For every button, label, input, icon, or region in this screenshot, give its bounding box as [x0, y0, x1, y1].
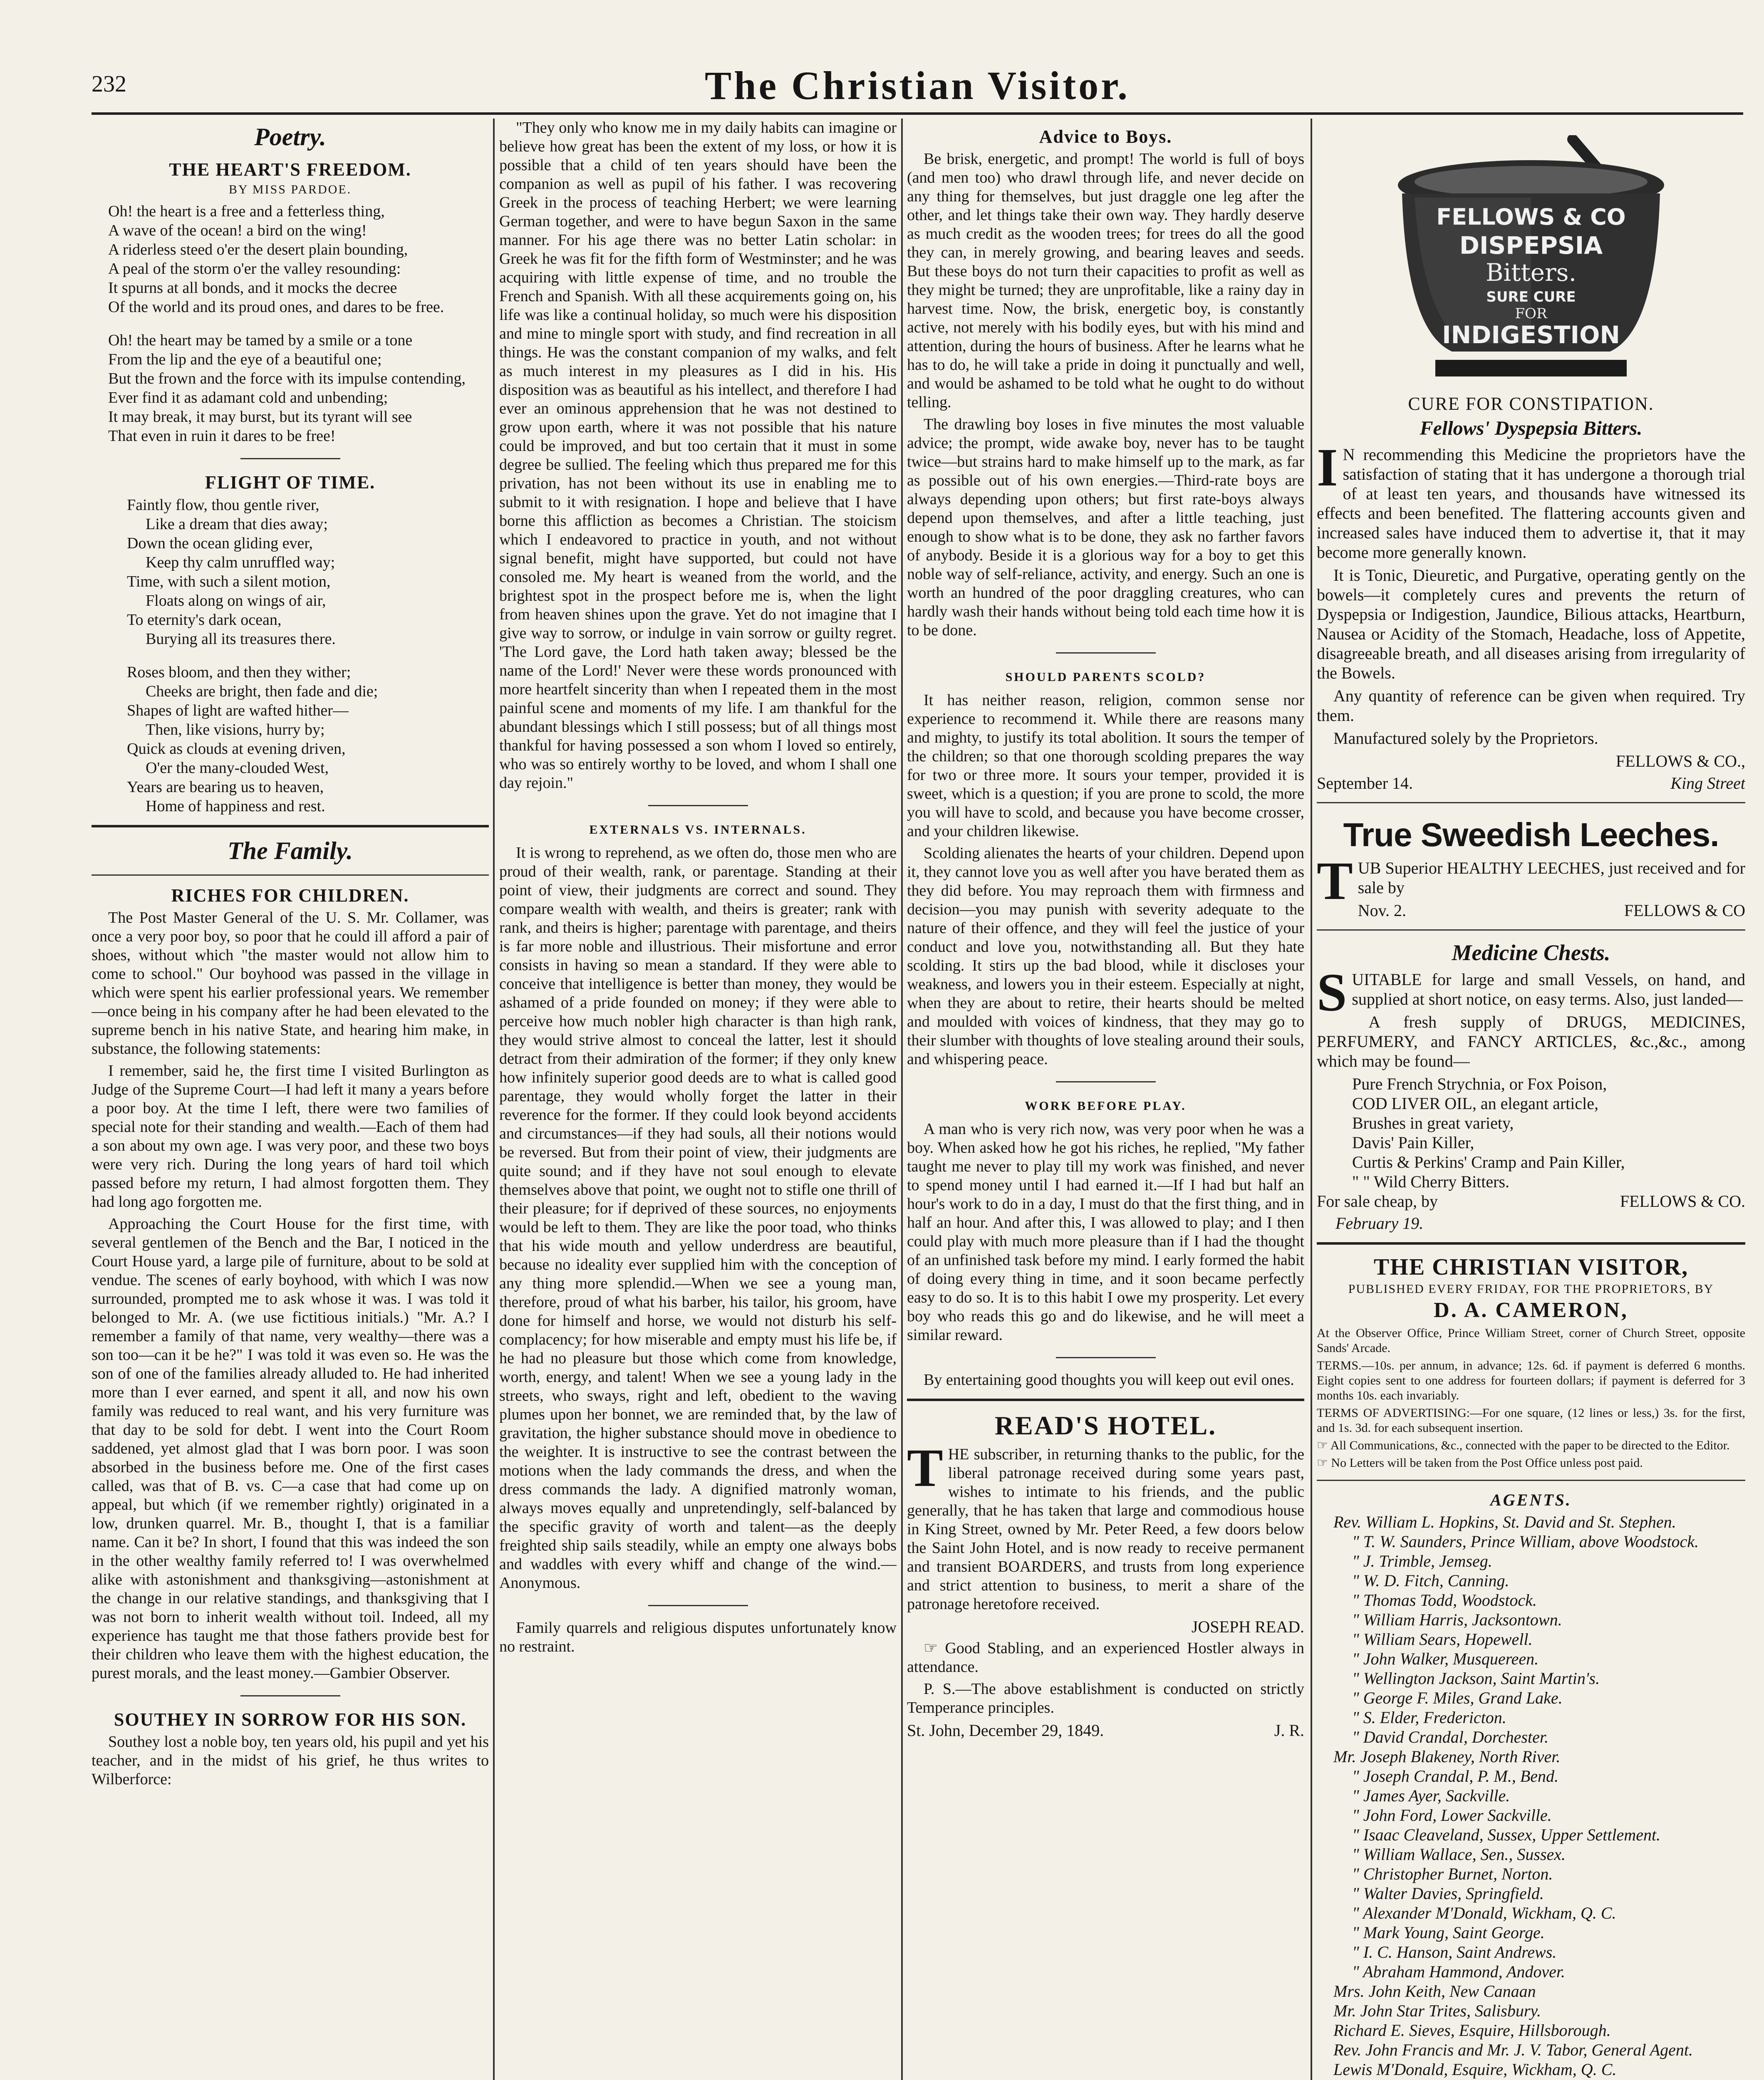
- agent-entry: Mr. John Star Trites, Salisbury.: [1333, 2001, 1541, 2020]
- agent-entry: Mr. Joseph Blakeney, North River.: [1333, 1747, 1561, 1766]
- divider: [1317, 1242, 1745, 1245]
- verse-line: Then, like visions, hurry by;: [146, 721, 325, 738]
- agent-entry: " S. Elder, Fredericton.: [1352, 1708, 1506, 1727]
- letters-notice: ☞ No Letters will be taken from the Post Office unless post paid.: [1317, 1456, 1643, 1470]
- divider: [1056, 1081, 1156, 1082]
- ad-list-item: Pure French Strychnia, or Fox Poison,: [1352, 1075, 1607, 1093]
- ad-list-item: COD LIVER OIL, an elegant article,: [1352, 1094, 1599, 1113]
- ad-title: Medicine Chests.: [1452, 940, 1610, 965]
- divider: [240, 458, 340, 459]
- communications-notice: ☞ All Communications, &c., connected with the paper to be directed to the Editor.: [1317, 1439, 1730, 1452]
- agent-entry: " Wellington Jackson, Saint Martin's.: [1352, 1669, 1600, 1688]
- ad-dateline: For sale cheap, by FELLOWS & CO.: [1317, 1192, 1745, 1211]
- ad-signature: FELLOWS & CO.,: [1615, 752, 1745, 770]
- verse-line: A peal of the storm o'er the valley resounding:: [108, 260, 401, 277]
- svg-text:INDIGESTION: INDIGESTION: [1442, 321, 1620, 349]
- column-4: [1317, 119, 1745, 2080]
- article-title: SOUTHEY IN SORROW FOR HIS SON.: [114, 1709, 467, 1730]
- pointing-hand-icon: ☞: [1317, 1439, 1330, 1452]
- divider: [1317, 802, 1745, 803]
- divider: [240, 1695, 340, 1696]
- agent-entry: " William Harris, Jacksontown.: [1352, 1610, 1562, 1629]
- agent-entry: Rev. John Francis and Mr. J. V. Tabor, General Agent.: [1333, 2040, 1693, 2059]
- poem-title: FLIGHT OF TIME.: [205, 472, 376, 493]
- verse-line: Floats along on wings of air,: [146, 592, 326, 609]
- masthead: [92, 62, 1743, 115]
- column-1: [92, 119, 489, 2080]
- ad-paragraph: P. S.—The above establishment is conducted on strictly Temperance principles.: [907, 1680, 1304, 1716]
- article-paragraph: Approaching the Court House for the first time, with several gentlemen of the Bench and the Bar, I noticed in the Court House yard, a large pile of furniture, about to be sold at vendue. The scenes of early boyhood, with which I was now surrounded, prompted me to ask whose it was. I was told it belonged to Mr. A. (we use fictitious initials.) "Mr. A.? I remember a family of that name, very wealthy—there was a son too—can it be he?" I was told it was even so. He was the son of one of the families already alluded to. He had inherited more than I ever earned, and spent it all, and now his own family was reduced to real want, and his very furniture was that day to be sold for debt. I went into the Court Room saddened, yet almost glad that I was born poor. I was soon absorbed in the business before me. One of the first cases called, was that of B. vs. C—a case that had come up on appeal, but which (if we remember rightly) originated in a low, drunken quarrel. Mr. B., thought I, that is a familiar name. Can it be? In short, I found that this was indeed the son in the other wealthy family referred to! I was overwhelmed alike with astonishment and thanksgiving—astonishment at the change in our relative standings, and thanksgiving that I was not born to inherit wealth without toil. Indeed, all my experience has taught me that those fathers provide best for their children who leave them with the highest education, the purest morals, and the least money.—Gambier Observer.: [92, 1215, 489, 1682]
- verse-line: O'er the many-clouded West,: [146, 759, 329, 777]
- ad-title: Fellows' Dyspepsia Bitters.: [1420, 417, 1643, 439]
- divider: [1317, 929, 1745, 931]
- article-title: SHOULD PARENTS SCOLD?: [1005, 670, 1206, 684]
- ad-paragraph: THE subscriber, in returning thanks to the public, for the liberal patronage received during some years past, wishes to intimate to his friends, and the public generally, that he has taken that large and commodious house in King Street, owned by Mr. Peter Reed, a few doors below the Saint John Hotel, and is now ready to receive permanent and transient BOARDERS, and trusts from long experience and strict attention to business, to merit a share of the patronage heretofore received.: [907, 1438, 1304, 1613]
- ad-list-item: Curtis & Perkins' Cramp and Pain Killer,: [1352, 1153, 1625, 1171]
- ad-list-item: Brushes in great variety,: [1352, 1114, 1514, 1132]
- ad-list-item: " " Wild Cherry Bitters.: [1352, 1172, 1510, 1191]
- agent-entry: " Alexander M'Donald, Wickham, Q. C.: [1352, 1904, 1616, 1922]
- verse-line: Cheeks are bright, then fade and die;: [146, 683, 378, 700]
- verse-line: Burying all its treasures there.: [146, 630, 336, 648]
- ad-paragraph: ☞ Good Stabling, and an experienced Hostler always in attendance.: [907, 1639, 1304, 1676]
- verse-line: That even in ruin it dares to be free!: [108, 427, 336, 445]
- column-2: [499, 119, 897, 2080]
- svg-text:DISPEPSIA: DISPEPSIA: [1459, 231, 1603, 260]
- agent-entry: Richard E. Sieves, Esquire, Hillsborough.: [1333, 2021, 1611, 2040]
- newspaper-title: The Christian Visitor.: [705, 63, 1130, 108]
- article-paragraph: A man who is very rich now, was very poor when he was a boy. When asked how he got his riches, he replied, "My father taught me never to play till my work was finished, and never to spend money until I had earned it.—If I had but half an hour's work to do in a day, I must do that the first thing, and in half an hour. And after this, I was allowed to play; and I then could play with much more pleasure than if I had the thought of an unfinished task before my mind. I early formed the habit of doing every thing in time, and it soon became perfectly easy to do so. It is to this habit I owe my prosperity. Let every boy who reads this go and do likewise, and he will meet a similar reward.: [907, 1120, 1304, 1344]
- publisher-office: At the Observer Office, Prince William Street, corner of Church Street, opposite Sands' Arcade.: [1317, 1326, 1745, 1355]
- agent-entry: " W. D. Fitch, Canning.: [1352, 1571, 1509, 1590]
- ad-date: February 19.: [1335, 1214, 1424, 1233]
- agent-entry: " James Ayer, Sackville.: [1352, 1786, 1510, 1805]
- column-rule: [901, 119, 903, 2080]
- column-rule: [493, 119, 495, 2080]
- agent-entry: Mrs. John Keith, New Canaan: [1333, 1982, 1536, 2001]
- verse-line: Roses bloom, and then they wither;: [127, 664, 351, 681]
- divider: [907, 1399, 1304, 1401]
- article-paragraph: It has neither reason, religion, common sense nor experience to recommend it. While there are reasons many and mighty, to justify its total abolition. It sours the temper of the children; so that one thorough scolding prepares the way for two or three more. It sours your temper, provided it is sweet, which is a question; if you are prone to scold, the more you will have to scold, and because you have become crosser, and your children likewise.: [907, 691, 1304, 840]
- verse-line: From the lip and the eye of a beautiful one;: [108, 351, 382, 368]
- article-paragraph: The Post Master General of the U. S. Mr. Collamer, was once a very poor boy, so poor that he could ill afford a pair of shoes, without which "the master would not allow him to come to school." Our boyhood was passed in the village in which were spent his earlier professional years. We remember—once being in his company after he had been elevated to the supreme bench in his native State, and hearing him make, in substance, the following statements:: [92, 909, 489, 1057]
- drop-cap: T: [1317, 851, 1353, 911]
- divider: [92, 874, 489, 876]
- poem-body: [92, 495, 489, 816]
- agent-entry: Lewis M'Donald, Esquire, Wickham, Q. C.: [1333, 2060, 1617, 2079]
- ad-signature: JOSEPH READ.: [1191, 1617, 1304, 1636]
- divider: [1056, 1357, 1156, 1358]
- pointing-hand-icon: ☞: [1317, 1456, 1331, 1470]
- ad-paragraph: Manufactured solely by the Proprietors.: [1333, 729, 1598, 748]
- poetry-section-heading: Poetry.: [254, 123, 326, 151]
- svg-text:FELLOWS & CO: FELLOWS & CO: [1436, 204, 1626, 230]
- agent-entry: " William Sears, Hopewell.: [1352, 1630, 1533, 1649]
- article-paragraph: Southey lost a noble boy, ten years old, his pupil and yet his teacher, and in the midst of his grief, he thus writes to Wilberforce:: [92, 1733, 489, 1788]
- verse-line: It spurns at all bonds, and it mocks the decree: [108, 279, 397, 297]
- publisher-terms: TERMS.—10s. per annum, in advance; 12s. 6d. if payment is deferred 6 months. Eight copies sent to one address for fourteen dollars; if payment is deferred for 3 months 10s. each invariably.: [1317, 1359, 1745, 1402]
- ad-title: True Sweedish Leeches.: [1343, 816, 1719, 853]
- verse-line: Faintly flow, thou gentle river,: [127, 496, 320, 514]
- publisher-notice-title: THE CHRISTIAN VISITOR,: [1373, 1254, 1689, 1280]
- agent-entry: " Isaac Cleaveland, Sussex, Upper Settlement.: [1352, 1825, 1661, 1844]
- drop-cap: I: [1317, 438, 1338, 498]
- agent-entry: " George F. Miles, Grand Lake.: [1352, 1689, 1563, 1707]
- agent-entry: " I. C. Hanson, Saint Andrews.: [1352, 1943, 1557, 1961]
- article-title: RICHES FOR CHILDREN.: [171, 885, 409, 906]
- ad-paragraph: SUITABLE for large and small Vessels, on hand, and supplied at short notice, on easy terms. Also, just landed—: [1317, 963, 1745, 1023]
- agent-entry: " Joseph Crandal, P. M., Bend.: [1352, 1767, 1559, 1785]
- ad-dateline: September 14. King Street: [1317, 774, 1745, 792]
- article-title: EXTERNALS VS. INTERNALS.: [589, 823, 807, 837]
- article-paragraph: Scolding alienates the hearts of your children. Depend upon it, they cannot love you as well after you have berated them as they did before. You may reproach them with firmness and decision—you may punish with severity adequate to the nature of their offence, and they will feel the justice of your conduct and love you, notwithstanding all. But they hate scolding. It stirs up the bad blood, while it discloses your weakness, and lowers you in their esteem. Especially at night, when they are about to retire, their hearts should be melted and moulded with voices of kindness, that they may go to their slumber with thoughts of love stealing around their souls, and whispering peace.: [907, 844, 1304, 1068]
- verse-line: A wave of the ocean! a bird on the wing!: [108, 222, 367, 239]
- verse-line: Oh! the heart is a free and a fetterless thing,: [108, 203, 385, 220]
- verse-line: Down the ocean gliding ever,: [127, 535, 313, 552]
- family-section-heading: The Family.: [227, 837, 353, 864]
- verse-line: Like a dream that dies away;: [146, 515, 328, 533]
- agent-entry: " Christopher Burnet, Norton.: [1352, 1865, 1553, 1883]
- publisher-name: D. A. CAMERON,: [1434, 1298, 1628, 1322]
- verse-line: Keep thy calm unruffled way;: [146, 554, 335, 571]
- agent-entry: " Abraham Hammond, Andover.: [1352, 1962, 1565, 1981]
- agent-entry: " John Walker, Musquereen.: [1352, 1649, 1539, 1668]
- pointing-hand-icon: ☞: [924, 1639, 945, 1657]
- advertising-terms: TERMS OF ADVERTISING:—For one square, (12 lines or less,) 3s. for the first, and 1s. 3d. for each subsequent insertion.: [1317, 1406, 1745, 1435]
- agent-entry: Rev. William L. Hopkins, St. David and St. Stephen.: [1333, 1513, 1676, 1531]
- ad-dateline: St. John, December 29, 1849. J. R.: [907, 1721, 1304, 1740]
- page-number: 232: [92, 71, 126, 97]
- verse-line: Oh! the heart may be tamed by a smile or a tone: [108, 332, 413, 349]
- maxim: By entertaining good thoughts you will keep out evil ones.: [924, 1371, 1294, 1389]
- drop-cap: S: [1317, 963, 1347, 1023]
- svg-text:Bitters.: Bitters.: [1485, 258, 1577, 287]
- svg-text:FOR: FOR: [1515, 305, 1547, 322]
- ad-dateline: Nov. 2. FELLOWS & CO: [1358, 901, 1745, 920]
- divider: [648, 805, 748, 806]
- article-paragraph: I remember, said he, the first time I visited Burlington as Judge of the Supreme Court—I had left it many a years before a poor boy. At the time I left, there were two families of special note for their standing and wealth.—Each of them had a son about my own age. I was very poor, and these two boys were very rich. During the long years of hard toil which passed before my return, I had almost forgotten them. They had long ago forgotten me.: [92, 1062, 489, 1211]
- article-paragraph: The drawling boy loses in five minutes the most valuable advice; the prompt, wide awake boy, never has to be taught twice—but strains hard to make himself up to the mark, as far as possible out of his own energies.—Third-rate boys are always depending upon others; but first rate-boys always depend upon themselves, and after a little teaching, just enough to show what is to be done, they ask no farther favors of anybody. Beside it is a glorious way for a boy to get this noble way of self-reliance, activity, and energy. Such an one is worth an hundred of the poor draggling creatures, who can hardly wash their hands without being told each time how it is to be done.: [907, 416, 1304, 639]
- article-paragraph: It is wrong to reprehend, as we often do, those men who are proud of their wealth, rank, or parentage. Standing at their point of view, their judgments are correct and sound. They compare wealth with wealth, and theirs is greater; rank with rank, and theirs is higher; parentage with parentage, and theirs is far more noble and illustrious. Their misfortune and error consists in having so mean a standard. If they were able to conceive that intelligence is better than money, they would be ashamed of a pride founded on money; if they were able to perceive how much nobler high character is than high rank, they would strive almost to conceal the latter, lest it should detract from their admiration of the former; if they only knew how infinitely superior good deeds are to what is called good parentage, they would wholly forget the latter in their reverence for the former. If they could look beyond accidents and circumstances—if they had souls, all their notions would be reversed. But from their point of view, their judgments are quite sound; and if they have not soul enough to elevate themselves above that point, we ought not to stifle one thrill of their pleasure; for if deprived of these sources, no enjoyments would be left to them. They are like the poor toad, who thinks that his wide mouth and yellow underdress are beautiful, because no ideality ever supplied him with the conception of any thing more splendid.—When we see a young man, therefore, proud of what his barber, his tailor, his groom, have done for himself and horse, we would not disturb his self-complacency; for how miserable and empty must his life be, if he had no pleasure but those which come from knowledge, worth, energy, and talent! When we see a young lady in the streets, who sways, right and left, obedient to the waving plumes upon her bonnet, we are reminded that, by the law of gravitation, the higher substance should move in obedience to the weighter. It is instructive to see the contrast between the motions when the lady commands the dress, and when the dress commands the lady. A dignified matronly woman, always moves equally and unpretendingly, self-balanced by the specific gravity of worth and talent—as the deeply freighted ship sails steadily, while an empty one always bobs and waddles with every whiff and change of the wind.—Anonymous.: [499, 844, 897, 1592]
- verse-line: To eternity's dark ocean,: [127, 611, 282, 629]
- verse-line: Quick as clouds at evening driven,: [127, 740, 346, 758]
- ad-paragraph: A fresh supply of DRUGS, MEDICINES, PERFUMERY, and FANCY ARTICLES, &c.,&c., among which may be found—: [1317, 1013, 1745, 1070]
- verse-line: Home of happiness and rest.: [146, 797, 325, 815]
- agent-entry: " Thomas Todd, Woodstock.: [1352, 1591, 1537, 1610]
- article-title: WORK BEFORE PLAY.: [1025, 1099, 1187, 1113]
- publisher-notice-subtitle: PUBLISHED EVERY FRIDAY, FOR THE PROPRIETORS, BY: [1348, 1282, 1714, 1296]
- agents-list: [1317, 1512, 1745, 2080]
- article-paragraph: "They only who know me in my daily habits can imagine or believe how great has been the extent of my loss, or how it is possible that a child of ten years should have been the companion as well as pupil of his father. I was recovering Greek in the process of teaching Herbert; we were learning German together, and were to have begun Saxon in the same manner. For his age there was no better Latin scholar: in Greek he was fit for the fifth form of Westminster; and he was acquiring with little expense of time, and no trouble the French and Spanish. With all these acquirements going on, his life was like a continual holiday, so much were his disposition and mine to mingle sport with study, and find recreation in all things. He was the constant companion of my walks, and felt as much interest in my pleasures as I did in his. His disposition was as beautiful as his intellect, and therefore I had ever an ominous apprehension that he was not destined to grow upon earth, where it was not possible that his nature could be improved, and but too certain that it must in some degree be sullied. The feeling which thus prepared me for this privation, has not been without its use in enabling me to submit to it with resignation. I hope and believe that I have borne this affliction as becomes a Christian. The stoicism which I endeavored to practice in youth, and not without signal benefit, might have supported, but could not have consoled me. My heart is weaned from the world, and the brightest spot in the prospect before me is, when the light from heaven shines upon the grave. Yet do not imagine that I give way to sorrow, or indulge in vain sorrow or guilty regret. 'The Lord gave, the Lord hath taken away; blessed be the name of the Lord!' Never were these words pronounced with more heartfelt sincerity than when I repeated them in the most painful scene and moments of my life. I am thankful for the abundant blessings which I still possess; but of all things most thankful for having possessed a son whom I loved so entirely, who was so entirely worthy to be loved, and whom I shall one day rejoin.": [499, 119, 897, 792]
- verse-line: Years are bearing us to heaven,: [127, 778, 324, 796]
- agent-entry: " William Wallace, Sen., Sussex.: [1352, 1845, 1566, 1864]
- poem-title: THE HEART'S FREEDOM.: [169, 159, 411, 180]
- verse-line: A riderless steed o'er the desert plain bounding,: [108, 241, 408, 258]
- ad-paragraph: It is Tonic, Dieuretic, and Purgative, operating gently on the bowels—it completely cures and prevents the return of Dyspepsia or Indigestion, Jaundice, Bilious attacks, Heartburn, Nausea or Acidity of the Stomach, Headache, loss of Appetite, disagreeable breath, and all diseases arising from irregularity of the Bowels.: [1317, 566, 1745, 682]
- divider: [1056, 652, 1156, 654]
- agent-entry: " T. W. Saunders, Prince William, above Woodstock.: [1352, 1532, 1699, 1551]
- ad-paragraph: Any quantity of reference can be given when required. Try them.: [1317, 686, 1745, 725]
- divider: [1317, 1480, 1745, 1481]
- verse-line: Time, with such a silent motion,: [127, 573, 331, 590]
- article-paragraph: Be brisk, energetic, and prompt! The world is full of boys (and men too) who drawl through life, and never decide on any thing for themselves, but just draggle one leg after the other, and let things take their own way. They hardly deserve as much credit as the wooden trees; for trees do all the good they can, in merely growing, and bearing leaves and seeds. But these boys do not turn their capacities to profit as well as they might be turned; they are unprofitable, like a rainy day in harvest time. Now, the brisk, energetic boy, is constantly active, not merely with his bodily eyes, but with his mind and attention, during the hours of business. After he learns what he has to do, he will take a pride in doing it punctually and well, and would be ashamed to be told what he ought to do without telling.: [907, 150, 1304, 411]
- verse-line: It may break, it may burst, but its tyrant will see: [108, 408, 412, 426]
- agents-heading: AGENTS.: [1490, 1491, 1572, 1509]
- column-rule: [1311, 119, 1312, 2080]
- agent-entry: " David Crandal, Dorchester.: [1352, 1728, 1548, 1746]
- ad-title: READ'S HOTEL.: [994, 1411, 1217, 1440]
- verse-line: Of the world and its proud ones, and dares to be free.: [108, 298, 444, 316]
- closing-remark: Family quarrels and religious disputes unfortunately know no restraint.: [499, 1619, 897, 1655]
- divider: [648, 1605, 748, 1606]
- agent-entry: " Mark Young, Saint George.: [1352, 1923, 1545, 1942]
- ad-paragraph: TUB Superior HEALTHY LEECHES, just received and for sale by: [1317, 851, 1745, 911]
- ad-caption: CURE FOR CONSTIPATION.: [1408, 394, 1654, 414]
- agent-entry: " Walter Davies, Springfield.: [1352, 1884, 1544, 1903]
- divider: [92, 825, 489, 827]
- verse-line: But the frown and the force with its impulse contending,: [108, 370, 466, 387]
- verse-line: Shapes of light are wafted hither—: [127, 702, 349, 719]
- svg-text:SURE CURE: SURE CURE: [1486, 289, 1576, 305]
- poem-byline: BY MISS PARDOE.: [228, 183, 352, 196]
- verse-line: Ever find it as adamant cold and unbending;: [108, 389, 388, 406]
- agent-entry: " J. Trimble, Jemseg.: [1352, 1552, 1492, 1570]
- article-title: Advice to Boys.: [1039, 126, 1172, 147]
- poem-body: [92, 202, 489, 446]
- agent-entry: " John Ford, Lower Sackville.: [1352, 1806, 1552, 1825]
- drop-cap: T: [907, 1438, 943, 1498]
- column-3: [907, 119, 1304, 2080]
- mortar-and-pestle-illustration: [1390, 135, 1672, 385]
- ad-list-item: Davis' Pain Killer,: [1352, 1133, 1474, 1152]
- ad-paragraph: I N recommending this Medicine the proprietors have the satisfaction of stating that it has undergone a thorough trial of at least ten years, and thousands have witnessed its effects and been benefited. The flattering accounts given and increased sales have induced them to advertise it, that it may become more generally known.: [1317, 438, 1745, 562]
